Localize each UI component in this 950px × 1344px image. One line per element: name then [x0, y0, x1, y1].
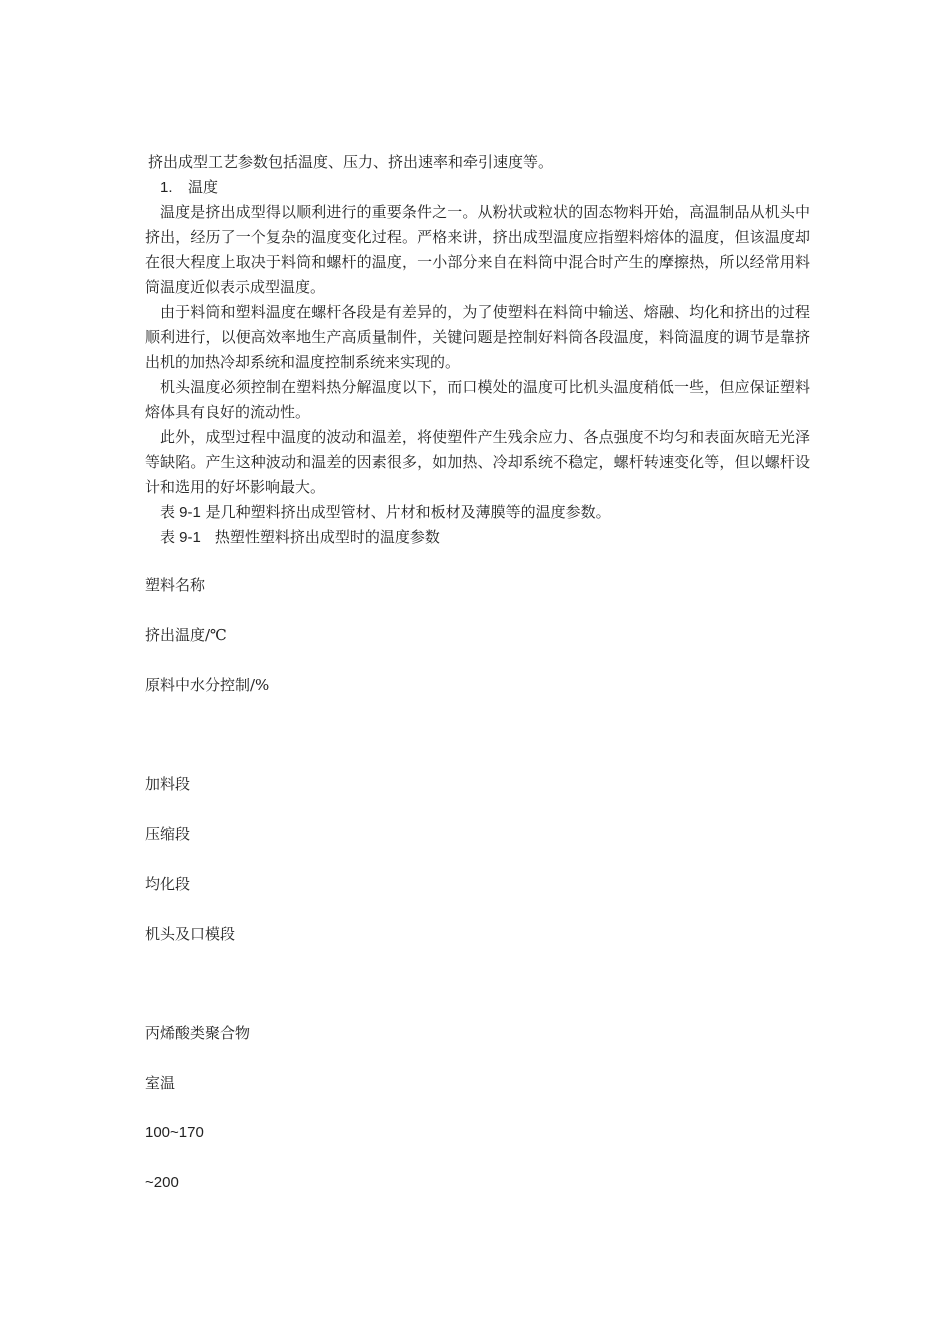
table-row-feed-temp: 室温 — [145, 1074, 176, 1092]
paragraph-temperature-importance: 温度是挤出成型得以顺利进行的重要条件之一。从粉状或粒状的固态物料开始，高温制品从机头中挤出，经历了一个复杂的温度变化过程。严格来讲，挤出成型温度应指塑料熔体的温度，但该温度却在很大程度上取决于料筒和螺杆的温度，一小部分来自在料筒中混合时产生的摩擦热，所以经常用料筒温度近似表示成型温度。 — [145, 203, 810, 296]
section-title: 温度 — [188, 178, 219, 196]
table-caption — [145, 525, 810, 550]
table-zone-metering: 均化段 — [145, 875, 191, 893]
table-row-metering-temp: ~200 — [145, 1174, 179, 1191]
table-header-plastic-name: 塑料名称 — [145, 576, 206, 594]
table-caption-number: 表 9-1 — [160, 529, 201, 546]
table-ref-number: 表 9-1 — [160, 504, 201, 521]
paragraph-barrel-zones: 由于料筒和塑料温度在螺杆各段是有差异的，为了使塑料在料筒中输送、熔融、均化和挤出的过程顺利进行，以便高效率地生产高质量制件，关键问题是控制好料筒各段温度，料筒温度的调节是靠挤出机的加热冷却系统和温度控制系统来实现的。 — [145, 303, 810, 371]
paragraph-temperature-fluctuation: 此外，成型过程中温度的波动和温差，将使塑件产生残余应力、各点强度不均匀和表面灰暗无光泽等缺陷。产生这种波动和温差的因素很多，如加热、冷却系统不稳定，螺杆转速变化等，但以螺杆设计和选用的好坏影响最大。 — [145, 428, 810, 496]
table-header-extrusion-temp: 挤出温度/℃ — [145, 626, 227, 644]
section-heading — [145, 175, 810, 200]
intro-paragraph: 挤出成型工艺参数包括温度、压力、挤出速率和牵引速度等。 — [148, 153, 554, 171]
paragraph-table-reference — [145, 500, 810, 525]
body-text — [145, 150, 810, 550]
table-caption-title: 热塑性塑料挤出成型时的温度参数 — [214, 528, 440, 546]
table-row-name: 丙烯酸类聚合物 — [145, 1024, 251, 1042]
table-zone-compression: 压缩段 — [145, 825, 191, 843]
paragraph-die-temperature: 机头温度必须控制在塑料热分解温度以下，而口模处的温度可比机头温度稍低一些，但应保证塑料熔体具有良好的流动性。 — [145, 378, 810, 421]
table-row-compression-temp: 100~170 — [145, 1124, 204, 1141]
table-header-moisture: 原料中水分控制/% — [145, 676, 270, 694]
table-zone-feed: 加料段 — [145, 775, 191, 793]
table-ref-text: 是几种塑料挤出成型管材、片材和板材及薄膜等的温度参数。 — [200, 503, 611, 521]
table-zone-die: 机头及口模段 — [145, 925, 236, 943]
section-number: 1. — [160, 179, 173, 196]
